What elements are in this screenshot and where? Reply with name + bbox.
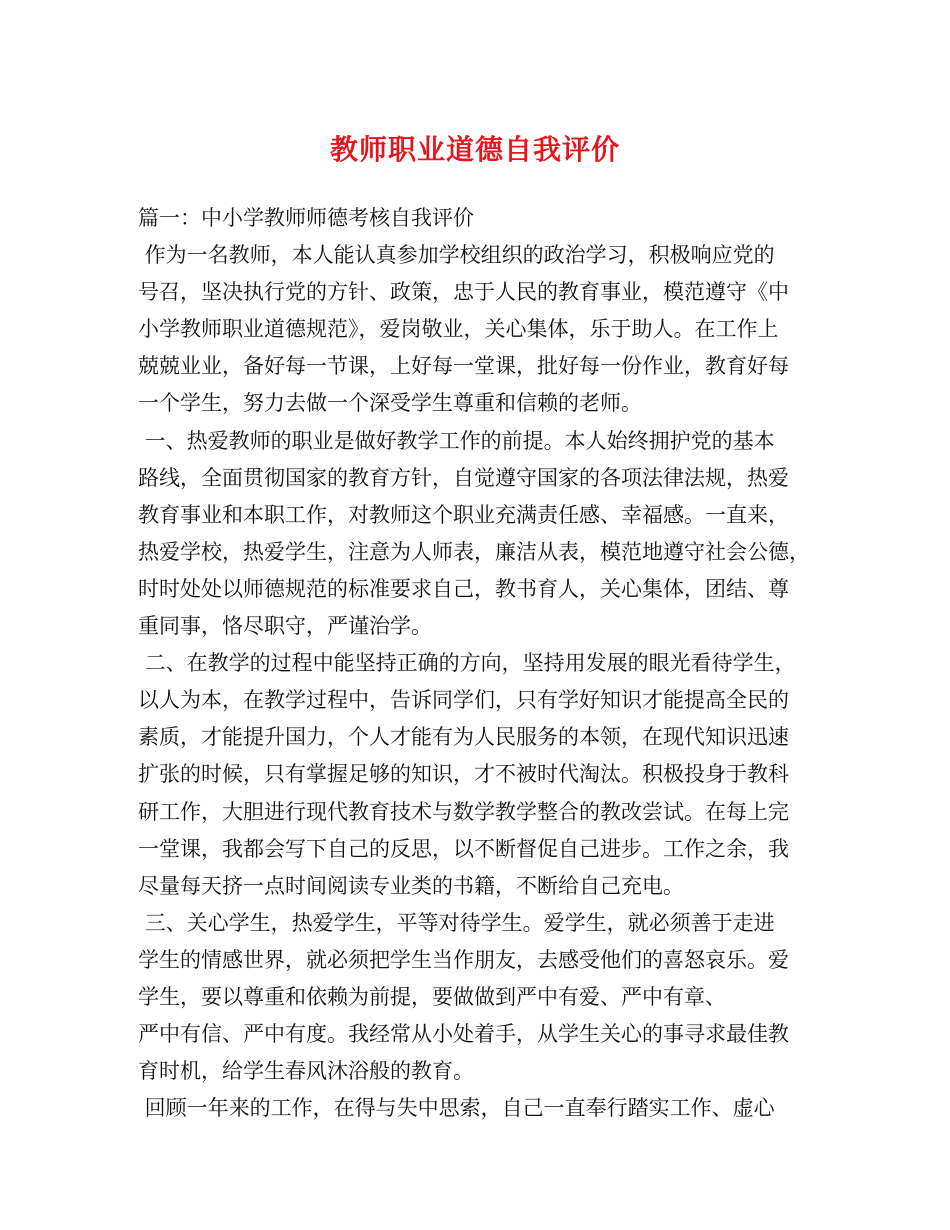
text-line: 育时机，给学生春风沐浴般的教育。: [138, 1059, 474, 1084]
text-line: 回顾一年来的工作，在得与失中思索，自己一直奉行踏实工作、虚心: [138, 1096, 775, 1121]
document-body: [138, 200, 818, 1127]
text-line: 时时处处以师德规范的标准要求自己，教书育人，关心集体，团结、尊: [138, 576, 789, 601]
text-line: 篇一：中小学教师师德考核自我评价: [138, 206, 474, 230]
text-line: 学生，要以尊重和依赖为前提，要做做到严中有爱、严中有章、: [138, 984, 726, 1009]
text-line: 一堂课，我都会写下自己的反思，以不断督促自己进步。工作之余，我: [138, 836, 789, 861]
text-line: 小学教师职业道德规范》，爱岗敬业，关心集体，乐于助人。在工作上: [138, 317, 779, 342]
text-line: 一个学生，努力去做一个深受学生尊重和信赖的老师。: [138, 391, 642, 416]
text-line: 教育事业和本职工作，对教师这个职业充满责任感、幸福感。一直来，: [138, 502, 789, 527]
text-line: 二、在教学的过程中能坚持正确的方向，坚持用发展的眼光看待学生，: [138, 651, 796, 676]
text-line: 三、关心学生，热爱学生，平等对待学生。爱学生，就必须善于走进: [138, 910, 775, 935]
text-line: 热爱学校，热爱学生，注意为人师表，廉洁从表，模范地遵守社会公德，: [138, 539, 810, 564]
text-line: 严中有信、严中有度。我经常从小处着手，从学生关心的事寻求最佳教: [138, 1022, 789, 1047]
text-line: 以人为本，在教学过程中，告诉同学们，只有学好知识才能提高全民的: [138, 688, 789, 713]
document-title: 教师职业道德自我评价: [329, 133, 620, 166]
text-line: 扩张的时候，只有掌握足够的知识，才不被时代淘汰。积极投身于教科: [138, 762, 789, 787]
text-line: 学生的情感世界，就必须把学生当作朋友，去感受他们的喜怒哀乐。爱: [138, 947, 789, 972]
text-line: 尽量每天挤一点时间阅读专业类的书籍，不断给自己充电。: [138, 873, 684, 898]
text-line: 号召，坚决执行党的方针、政策，忠于人民的教育事业，模范遵守《中: [138, 280, 789, 305]
text-line: 路线，全面贯彻国家的教育方针，自觉遵守国家的各项法律法规，热爱: [138, 465, 789, 490]
text-line: 素质，才能提升国力，个人才能有为人民服务的本领，在现代知识迅速: [138, 725, 789, 750]
text-line: 一、热爱教师的职业是做好教学工作的前提。本人始终拥护党的基本: [138, 428, 775, 453]
text-line: 研工作，大胆进行现代教育技术与数学教学整合的教改尝试。在每上完: [138, 799, 789, 824]
text-line: 重同事，恪尽职守，严谨治学。: [138, 614, 432, 639]
text-line: 作为一名教师，本人能认真参加学校组织的政治学习，积极响应党的: [138, 243, 775, 268]
text-line: 兢兢业业，备好每一节课，上好每一堂课，批好每一份作业，教育好每: [138, 354, 789, 379]
